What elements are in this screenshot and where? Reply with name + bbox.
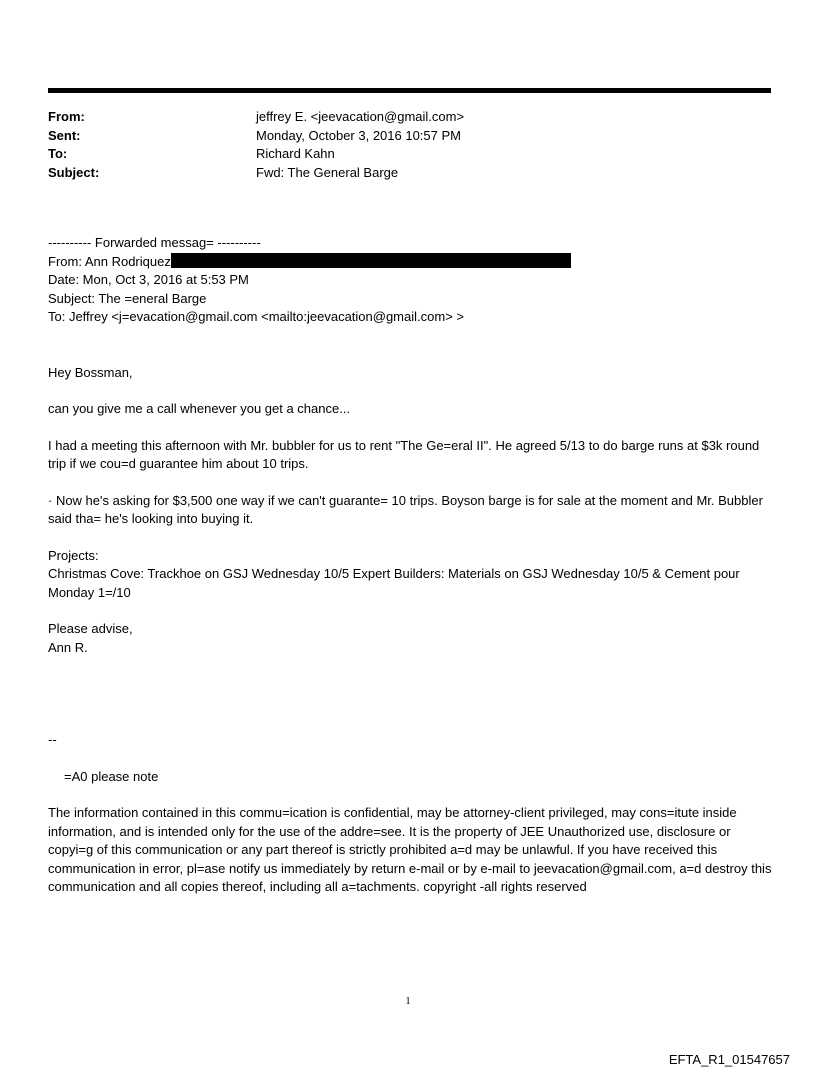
from-row — [48, 108, 768, 127]
subject-value: Fwd: The General Barge — [256, 164, 399, 180]
paragraph-meeting: I had a meeting this afternoon with Mr. bubbler for us to rent "The Ge=eral II". He agreed 5/13 to do barge runs at $3k round trip if we cou=d guarantee him about 10 trips. — [48, 437, 760, 471]
please-note: =A0 please note — [64, 768, 159, 784]
redaction-bar — [171, 253, 571, 268]
forwarded-banner: ---------- Forwarded messag= ---------- — [48, 235, 261, 250]
signoff: Please advise, — [48, 621, 133, 636]
subject-label: Subject: — [48, 164, 100, 180]
to-row — [48, 145, 768, 164]
signature: Ann R. — [48, 639, 88, 655]
forwarded-from-text: From: Ann Rodriquez — [48, 253, 171, 269]
to-value: Richard Kahn — [256, 146, 335, 161]
greeting: Hey Bossman, — [48, 364, 133, 380]
from-value: jeffrey E. <jeevacation@gmail.com> — [256, 109, 465, 124]
email-header — [48, 108, 768, 182]
sent-row — [48, 127, 768, 146]
header-rule — [48, 88, 771, 93]
projects-label: Projects: — [48, 547, 99, 563]
sent-label: Sent: — [48, 127, 81, 143]
paragraph-pricing: · Now he's asking for $3,500 one way if we can't guarante= 10 trips. Boyson barge is for sale at the moment and Mr. Bubbler said tha= he's looking into buying it. — [48, 492, 763, 526]
forwarded-to-line: To: Jeffrey <j=evacation@gmail.com <mailto:jeevacation@gmail.com> > — [48, 309, 464, 324]
bates-stamp: EFTA_R1_01547657 — [668, 1052, 790, 1067]
sent-value: Monday, October 3, 2016 10:57 PM — [256, 127, 461, 143]
forwarded-date-line: Date: Mon, Oct 3, 2016 at 5:53 PM — [48, 272, 249, 287]
to-label: To: — [48, 146, 68, 161]
forwarded-subject-line: Subject: The =eneral Barge — [48, 290, 207, 306]
confidentiality-disclaimer: The information contained in this commu=ication is confidential, may be attorney-client privileged, may cons=itute inside information, and is intended only for the use of the addre=see. It is the property of JEE Unauthorized use, disclosure or copyi=g of this communication or any part thereof is strictly prohibited a=d may be unlawful. If you have received this communication in error, pl=ase notify us immediately by return e-mail or by e-mail to jeevacation@gmail.com, a=d destroy this communication and all copies thereof, including all a=tachments. copyright -all rights reserved — [48, 805, 772, 894]
email-body — [48, 234, 772, 897]
page-number: 1 — [405, 995, 411, 1007]
projects-text: Christmas Cove: Trackhoe on GSJ Wednesday 10/5 Expert Builders: Materials on GSJ Wednesday 10/5 & Cement pour Monday 1=/10 — [48, 566, 740, 600]
from-label: From: — [48, 109, 85, 124]
signature-dashes: -- — [48, 732, 57, 747]
subject-row — [48, 164, 768, 183]
forwarded-from-line — [48, 253, 772, 272]
paragraph-call: can you give me a call whenever you get a chance... — [48, 401, 351, 416]
